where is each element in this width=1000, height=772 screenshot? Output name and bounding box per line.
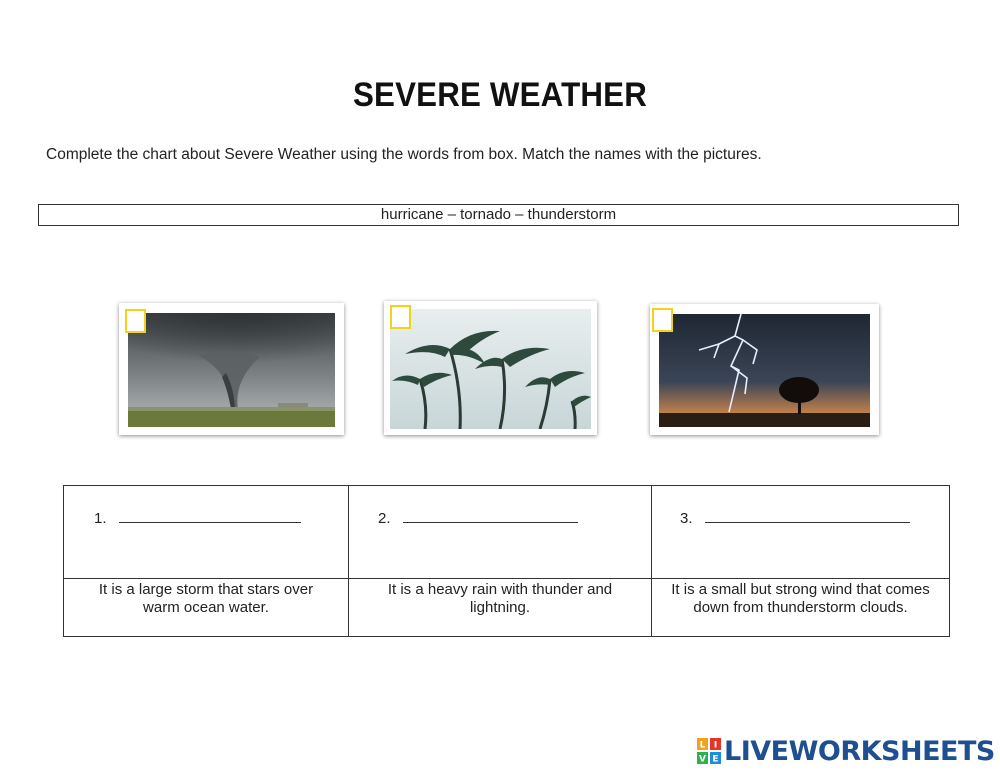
answer-box-3[interactable]	[652, 308, 673, 332]
svg-text:I: I	[713, 740, 718, 751]
answer-input-1[interactable]	[119, 508, 301, 523]
hurricane-photo	[384, 301, 597, 435]
answer-number-1: 1.	[94, 510, 107, 527]
svg-text:E: E	[712, 754, 719, 764]
answer-chart	[63, 485, 950, 637]
liveworksheets-logo-icon	[697, 738, 721, 764]
answer-input-2[interactable]	[403, 508, 578, 523]
brand-text: LIVEWORKSHEETS	[724, 735, 995, 767]
svg-text:L: L	[699, 740, 706, 751]
description-2: It is a heavy rain with thunder and lightning.	[387, 581, 613, 616]
answer-cell-1	[64, 486, 349, 579]
liveworksheets-brand	[697, 736, 995, 766]
answer-box-1[interactable]	[125, 309, 146, 333]
description-cell-2	[349, 579, 652, 637]
tornado-image	[128, 313, 335, 427]
thunderstorm-photo	[650, 304, 879, 435]
svg-text:V: V	[699, 754, 706, 764]
thunderstorm-image	[659, 314, 870, 427]
description-3: It is a small but strong wind that comes down from thunderstorm clouds.	[671, 581, 930, 616]
answer-cell-3	[652, 486, 950, 579]
answer-number-3: 3.	[680, 510, 693, 527]
answer-input-3[interactable]	[705, 508, 910, 523]
answer-box-2[interactable]	[390, 305, 411, 329]
word-box: hurricane – tornado – thunderstorm	[38, 204, 959, 226]
answer-number-2: 2.	[378, 510, 391, 527]
answer-cell-2	[349, 486, 652, 579]
tornado-photo	[119, 303, 344, 435]
page-title: SEVERE WEATHER	[353, 76, 647, 114]
description-1: It is a large storm that stars over warm ocean water.	[98, 581, 314, 616]
hurricane-image	[390, 309, 591, 429]
instructions-text: Complete the chart about Severe Weather using the words from box. Match the names with the pictures.	[46, 146, 762, 163]
description-cell-3	[652, 579, 950, 637]
description-cell-1	[64, 579, 349, 637]
